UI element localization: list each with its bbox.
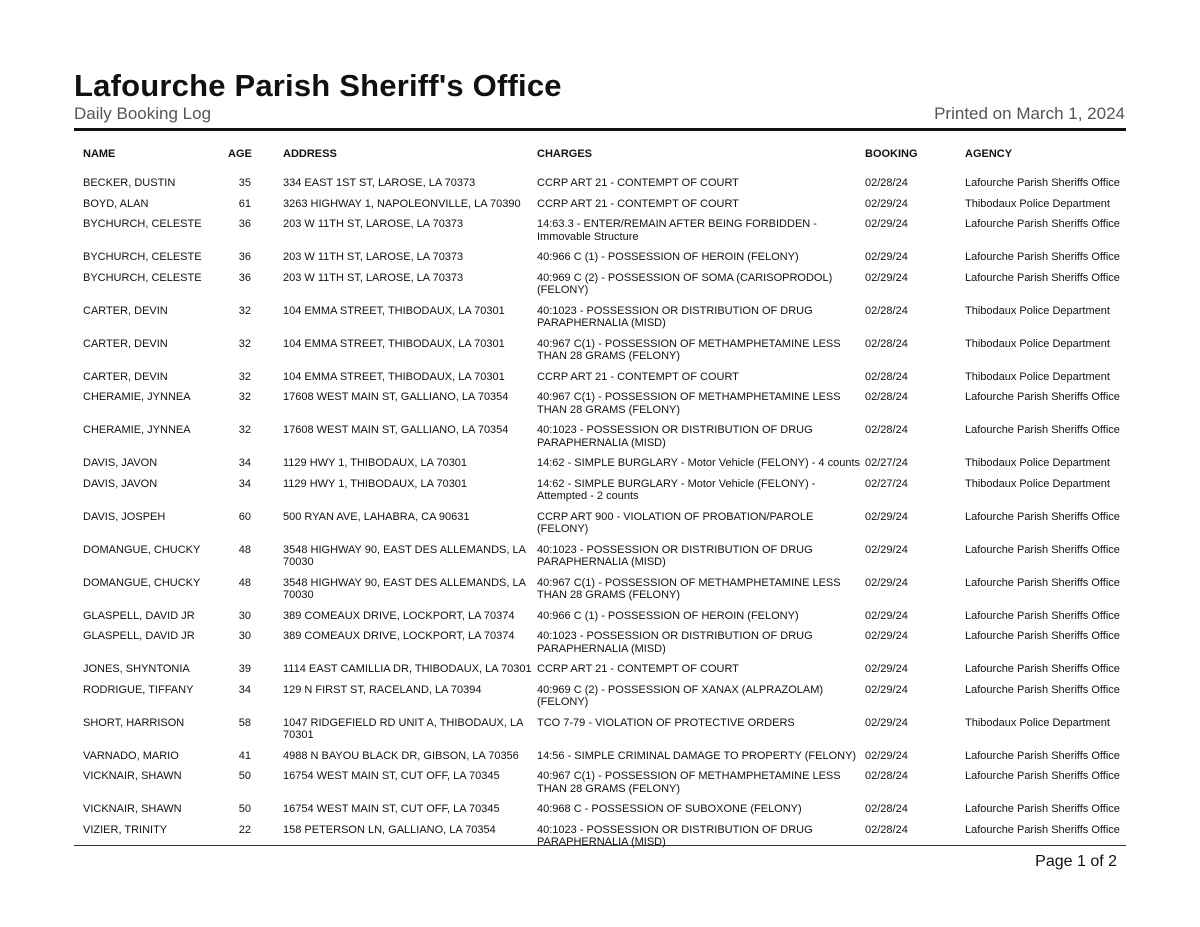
charges-cell: 40:969 C (2) - POSSESSION OF SOMA (CARISOPRODOL) (FELONY)	[537, 271, 833, 296]
footer-divider	[74, 845, 1126, 846]
age-cell: 34	[238, 457, 251, 469]
name-cell: BYCHURCH, CELESTE	[83, 251, 202, 263]
agency-cell: Thibodaux Police Department	[965, 370, 1110, 383]
agency-cell: Lafourche Parish Sheriffs Office	[965, 770, 1120, 782]
name-cell: DAVIS, JAVON	[83, 477, 158, 490]
age-cell: 34	[238, 683, 251, 696]
charges-cell: 40:1023 - POSSESSION OR DISTRIBUTION OF DRUG PARAPHERNALIA (MISD)	[537, 304, 813, 329]
age-cell: 34	[238, 477, 251, 490]
address-cell: 16754 WEST MAIN ST, CUT OFF, LA 70345	[283, 770, 500, 782]
column-header-age: AGE	[228, 148, 252, 160]
table-row	[83, 218, 1125, 251]
agency-cell: Lafourche Parish Sheriffs Office	[965, 218, 1120, 230]
age-cell: 50	[238, 770, 251, 782]
name-cell: JONES, SHYNTONIA	[83, 663, 190, 675]
booking-date-cell: 02/29/24	[865, 716, 908, 729]
booking-date-cell: 02/29/24	[865, 749, 908, 762]
booking-date-cell: 02/29/24	[865, 630, 908, 642]
booking-date-cell: 02/29/24	[865, 609, 908, 622]
address-cell: 104 EMMA STREET, THIBODAUX, LA 70301	[283, 337, 505, 350]
printed-date: Printed on March 1, 2024	[934, 104, 1125, 123]
column-header-address: ADDRESS	[283, 148, 337, 160]
agency-cell: Lafourche Parish Sheriffs Office	[965, 663, 1120, 675]
age-cell: 22	[238, 823, 251, 836]
address-cell: 203 W 11TH ST, LAROSE, LA 70373	[283, 251, 464, 263]
table-row	[83, 391, 1125, 424]
booking-date-cell: 02/28/24	[865, 177, 908, 189]
address-cell: 3548 HIGHWAY 90, EAST DES ALLEMANDS, LA 70030	[283, 576, 526, 601]
table-row	[83, 305, 1125, 338]
agency-cell: Lafourche Parish Sheriffs Office	[965, 251, 1120, 263]
age-cell: 58	[238, 716, 251, 729]
table-row	[83, 177, 1125, 198]
name-cell: DOMANGUE, CHUCKY	[83, 576, 201, 589]
charges-cell: 40:1023 - POSSESSION OR DISTRIBUTION OF DRUG PARAPHERNALIA (MISD)	[537, 424, 813, 449]
name-cell: BECKER, DUSTIN	[83, 177, 176, 189]
address-cell: 1114 EAST CAMILLIA DR, THIBODAUX, LA 70301	[283, 663, 532, 675]
charges-cell: 40:969 C (2) - POSSESSION OF XANAX (ALPRAZOLAM) (FELONY)	[537, 683, 824, 708]
column-header-agency: AGENCY	[965, 148, 1013, 160]
table-row	[83, 824, 1125, 857]
table-row	[83, 338, 1125, 371]
age-cell: 48	[238, 543, 251, 556]
column-header-name: NAME	[83, 148, 116, 160]
age-cell: 36	[238, 271, 251, 284]
booking-date-cell: 02/28/24	[865, 337, 908, 350]
name-cell: VICKNAIR, SHAWN	[83, 770, 182, 782]
booking-date-cell: 02/28/24	[865, 823, 908, 836]
address-cell: 203 W 11TH ST, LAROSE, LA 70373	[283, 218, 464, 230]
address-cell: 1047 RIDGEFIELD RD UNIT A, THIBODAUX, LA 70301	[283, 716, 523, 741]
booking-date-cell: 02/28/24	[865, 304, 908, 317]
table-row	[83, 511, 1125, 544]
name-cell: VARNADO, MARIO	[83, 749, 179, 762]
age-cell: 32	[238, 337, 251, 350]
age-cell: 32	[238, 370, 251, 383]
name-cell: BYCHURCH, CELESTE	[83, 218, 202, 230]
age-cell: 35	[238, 177, 251, 189]
age-cell: 60	[238, 510, 251, 523]
agency-cell: Thibodaux Police Department	[965, 716, 1110, 729]
charges-cell: 40:966 C (1) - POSSESSION OF HEROIN (FELONY)	[537, 251, 799, 263]
address-cell: 500 RYAN AVE, LAHABRA, CA 90631	[283, 510, 470, 523]
charges-cell: 40:967 C(1) - POSSESSION OF METHAMPHETAMINE LESS THAN 28 GRAMS (FELONY)	[537, 576, 841, 601]
charges-cell: TCO 7-79 - VIOLATION OF PROTECTIVE ORDERS	[537, 716, 795, 729]
agency-cell: Thibodaux Police Department	[965, 337, 1110, 350]
column-header-booking: BOOKING	[865, 148, 918, 160]
charges-cell: 40:967 C(1) - POSSESSION OF METHAMPHETAMINE LESS THAN 28 GRAMS (FELONY)	[537, 391, 841, 416]
table-row	[83, 198, 1125, 219]
name-cell: DAVIS, JAVON	[83, 457, 158, 469]
charges-cell: 14:56 - SIMPLE CRIMINAL DAMAGE TO PROPERTY (FELONY)	[537, 749, 857, 762]
agency-cell: Thibodaux Police Department	[965, 477, 1110, 490]
booking-date-cell: 02/28/24	[865, 770, 908, 782]
page-title: Lafourche Parish Sheriff's Office	[74, 68, 562, 103]
agency-cell: Lafourche Parish Sheriffs Office	[965, 271, 1120, 284]
table-row	[83, 371, 1125, 392]
age-cell: 41	[238, 749, 251, 762]
name-cell: CHERAMIE, JYNNEA	[83, 424, 191, 436]
name-cell: BYCHURCH, CELESTE	[83, 271, 202, 284]
table-row	[83, 717, 1125, 750]
agency-cell: Lafourche Parish Sheriffs Office	[965, 510, 1120, 523]
booking-date-cell: 02/29/24	[865, 197, 908, 210]
name-cell: RODRIGUE, TIFFANY	[83, 683, 194, 696]
table-row	[83, 424, 1125, 457]
name-cell: DAVIS, JOSPEH	[83, 510, 166, 523]
charges-cell: CCRP ART 21 - CONTEMPT OF COURT	[537, 197, 739, 210]
name-cell: GLASPELL, DAVID JR	[83, 609, 195, 622]
booking-date-cell: 02/29/24	[865, 251, 908, 263]
charges-cell: CCRP ART 900 - VIOLATION OF PROBATION/PAROLE (FELONY)	[537, 510, 814, 535]
name-cell: VICKNAIR, SHAWN	[83, 803, 182, 815]
charges-cell: 40:1023 - POSSESSION OR DISTRIBUTION OF DRUG PARAPHERNALIA (MISD)	[537, 543, 813, 568]
booking-date-cell: 02/29/24	[865, 663, 908, 675]
address-cell: 1129 HWY 1, THIBODAUX, LA 70301	[283, 477, 468, 490]
address-cell: 203 W 11TH ST, LAROSE, LA 70373	[283, 271, 464, 284]
agency-cell: Lafourche Parish Sheriffs Office	[965, 823, 1120, 836]
name-cell: CARTER, DEVIN	[83, 370, 168, 383]
agency-cell: Lafourche Parish Sheriffs Office	[965, 543, 1120, 556]
table-row	[83, 577, 1125, 610]
address-cell: 17608 WEST MAIN ST, GALLIANO, LA 70354	[283, 424, 509, 436]
agency-cell: Lafourche Parish Sheriffs Office	[965, 749, 1120, 762]
charges-cell: 40:1023 - POSSESSION OR DISTRIBUTION OF DRUG PARAPHERNALIA (MISD)	[537, 630, 813, 655]
name-cell: CHERAMIE, JYNNEA	[83, 391, 191, 403]
booking-date-cell: 02/28/24	[865, 424, 908, 436]
booking-date-cell: 02/29/24	[865, 510, 908, 523]
address-cell: 1129 HWY 1, THIBODAUX, LA 70301	[283, 457, 468, 469]
name-cell: GLASPELL, DAVID JR	[83, 630, 195, 642]
address-cell: 129 N FIRST ST, RACELAND, LA 70394	[283, 683, 482, 696]
agency-cell: Lafourche Parish Sheriffs Office	[965, 630, 1120, 642]
agency-cell: Lafourche Parish Sheriffs Office	[965, 177, 1120, 189]
booking-date-cell: 02/29/24	[865, 218, 908, 230]
charges-cell: 40:967 C(1) - POSSESSION OF METHAMPHETAMINE LESS THAN 28 GRAMS (FELONY)	[537, 337, 841, 362]
agency-cell: Lafourche Parish Sheriffs Office	[965, 391, 1120, 403]
address-cell: 4988 N BAYOU BLACK DR, GIBSON, LA 70356	[283, 749, 519, 762]
address-cell: 3263 HIGHWAY 1, NAPOLEONVILLE, LA 70390	[283, 197, 521, 210]
name-cell: BOYD, ALAN	[83, 197, 149, 210]
charges-cell: 40:1023 - POSSESSION OR DISTRIBUTION OF DRUG PARAPHERNALIA (MISD)	[537, 823, 813, 848]
address-cell: 16754 WEST MAIN ST, CUT OFF, LA 70345	[283, 803, 500, 815]
agency-cell: Lafourche Parish Sheriffs Office	[965, 424, 1120, 436]
agency-cell: Thibodaux Police Department	[965, 197, 1110, 210]
charges-cell: 40:968 C - POSSESSION OF SUBOXONE (FELONY)	[537, 803, 802, 815]
address-cell: 389 COMEAUX DRIVE, LOCKPORT, LA 70374	[283, 609, 515, 622]
name-cell: DOMANGUE, CHUCKY	[83, 543, 201, 556]
booking-table	[83, 148, 1125, 857]
name-cell: VIZIER, TRINITY	[83, 823, 168, 836]
table-row	[83, 663, 1125, 684]
booking-date-cell: 02/29/24	[865, 271, 908, 284]
agency-cell: Lafourche Parish Sheriffs Office	[965, 683, 1120, 696]
address-cell: 17608 WEST MAIN ST, GALLIANO, LA 70354	[283, 391, 509, 403]
booking-date-cell: 02/28/24	[865, 803, 908, 815]
age-cell: 48	[238, 576, 251, 589]
age-cell: 61	[238, 197, 251, 210]
age-cell: 36	[238, 251, 251, 263]
header-divider	[74, 128, 1126, 131]
booking-date-cell: 02/29/24	[865, 576, 908, 589]
table-header-row	[83, 148, 1125, 177]
booking-date-cell: 02/29/24	[865, 683, 908, 696]
charges-cell: CCRP ART 21 - CONTEMPT OF COURT	[537, 663, 739, 675]
address-cell: 389 COMEAUX DRIVE, LOCKPORT, LA 70374	[283, 630, 515, 642]
table-row	[83, 750, 1125, 771]
name-cell: CARTER, DEVIN	[83, 304, 168, 317]
table-row	[83, 457, 1125, 478]
address-cell: 104 EMMA STREET, THIBODAUX, LA 70301	[283, 304, 505, 317]
age-cell: 36	[238, 218, 251, 230]
booking-date-cell: 02/27/24	[865, 477, 908, 490]
report-subtitle: Daily Booking Log	[74, 104, 212, 123]
age-cell: 50	[238, 803, 251, 815]
table-row	[83, 610, 1125, 631]
age-cell: 32	[238, 304, 251, 317]
age-cell: 32	[238, 424, 251, 436]
age-cell: 32	[238, 391, 251, 403]
booking-date-cell: 02/28/24	[865, 370, 908, 383]
age-cell: 30	[238, 609, 251, 622]
agency-cell: Thibodaux Police Department	[965, 457, 1110, 469]
agency-cell: Lafourche Parish Sheriffs Office	[965, 609, 1120, 622]
agency-cell: Lafourche Parish Sheriffs Office	[965, 576, 1120, 589]
booking-date-cell: 02/29/24	[865, 543, 908, 556]
column-header-charges: CHARGES	[537, 148, 593, 160]
agency-cell: Thibodaux Police Department	[965, 304, 1110, 317]
table-row	[83, 803, 1125, 824]
address-cell: 158 PETERSON LN, GALLIANO, LA 70354	[283, 823, 496, 836]
address-cell: 3548 HIGHWAY 90, EAST DES ALLEMANDS, LA 70030	[283, 543, 526, 568]
address-cell: 104 EMMA STREET, THIBODAUX, LA 70301	[283, 370, 505, 383]
charges-cell: CCRP ART 21 - CONTEMPT OF COURT	[537, 370, 739, 383]
table-row	[83, 544, 1125, 577]
page-number: Page 1 of 2	[1035, 853, 1117, 870]
table-row	[83, 478, 1125, 511]
agency-cell: Lafourche Parish Sheriffs Office	[965, 803, 1120, 815]
table-row	[83, 770, 1125, 803]
age-cell: 39	[238, 663, 251, 675]
charges-cell: CCRP ART 21 - CONTEMPT OF COURT	[537, 177, 739, 189]
charges-cell: 40:967 C(1) - POSSESSION OF METHAMPHETAMINE LESS THAN 28 GRAMS (FELONY)	[537, 770, 841, 795]
table-row	[83, 630, 1125, 663]
booking-date-cell: 02/27/24	[865, 457, 908, 469]
table-row	[83, 684, 1125, 717]
address-cell: 334 EAST 1ST ST, LAROSE, LA 70373	[283, 177, 476, 189]
age-cell: 30	[238, 630, 251, 642]
name-cell: CARTER, DEVIN	[83, 337, 168, 350]
charges-cell: 40:966 C (1) - POSSESSION OF HEROIN (FELONY)	[537, 609, 799, 622]
name-cell: SHORT, HARRISON	[83, 716, 185, 729]
charges-cell: 14:62 - SIMPLE BURGLARY - Motor Vehicle (FELONY) - 4 counts	[537, 457, 860, 469]
table-row	[83, 272, 1125, 305]
charges-cell: 14:62 - SIMPLE BURGLARY - Motor Vehicle (FELONY) - Attempted - 2 counts	[537, 477, 816, 502]
table-row	[83, 251, 1125, 272]
booking-date-cell: 02/28/24	[865, 391, 908, 403]
charges-cell: 14:63.3 - ENTER/REMAIN AFTER BEING FORBIDDEN - Immovable Structure	[537, 218, 817, 243]
